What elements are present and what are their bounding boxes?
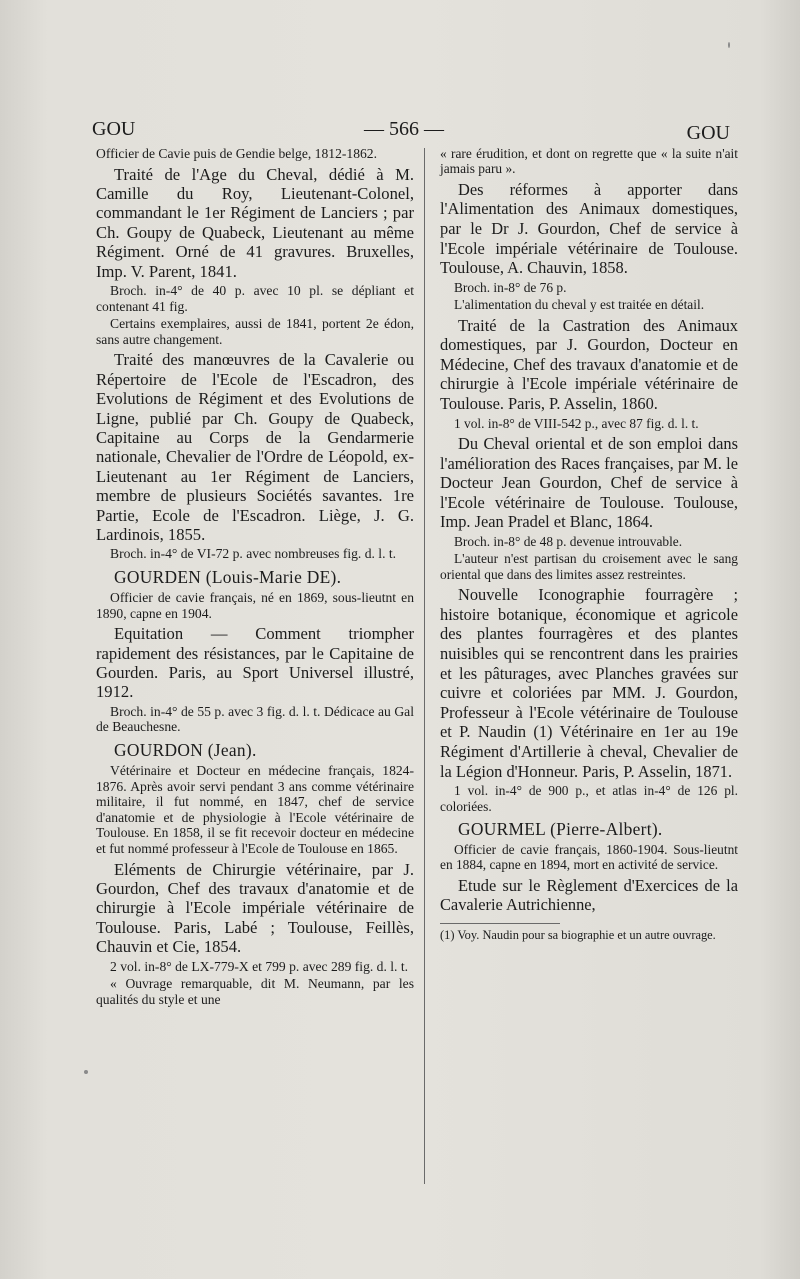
paragraph: Officier de Cavie puis de Gendie belge, 1812-1862. xyxy=(96,146,377,161)
paper-speck xyxy=(84,1070,88,1074)
title-entry: Nouvelle Iconographie fourragère ; histoire botanique, économique et agricole des plantes fourragères et des plantes nuisibles qui se rencontrent dans les prairies et les pâturages, avec Planches gravées sur cuivre et coloriées par MM. J. Gourdon, Professeur à l'Ecole vétérinaire de Toulouse et P. Naudin (1) Vétérinaire en 1er au 19e Régiment d'Artillerie à cheval, Chevalier de la Légion d'Honneur. Paris, P. Asselin, 1871. xyxy=(440,585,738,781)
biography: Officier de cavie français, 1860-1904. Sous-lieutnt en 1884, capne en 1894, mort en activité de service. xyxy=(440,841,738,873)
note: Broch. in-4° de 40 p. avec 10 pl. se dépliant et contenant 41 fig. xyxy=(96,283,414,314)
title-entry: Des réformes à apporter dans l'Alimentation des Animaux domestiques, par le Dr J. Gourdon, Chef de service à l'Ecole impériale vétérinaire de Toulouse. Toulouse, A. Chauvin, 1858. xyxy=(440,179,738,278)
title-entry: Equitation — Comment triompher rapidement des résistances, par le Capitaine de Gourden. Paris, au Sport Universel illustré, 1912. xyxy=(96,624,414,702)
biography: Vétérinaire et Docteur en médecine français, 1824-1876. Après avoir servi pendant 3 ans comme vétérinaire militaire, il fut nommé, en 1847, chef de service d'anatomie et de physiologie à l'Ecole vétérinaire de Toulouse. En 1858, il se fit recevoir docteur en médecine et fut nommé professeur à l'Ecole de Toulouse en 1865. xyxy=(96,763,414,857)
note: 2 vol. in-8° de LX-779-X et 799 p. avec 289 fig. d. l. t. xyxy=(110,958,409,974)
author-heading: GOURMEL (Pierre-Albert). xyxy=(458,818,663,839)
paper-speck xyxy=(728,42,730,48)
note: Certains exemplaires, aussi de 1841, portent 2e édon, sans autre changement. xyxy=(96,316,414,347)
quotation: « rare érudition, et dont on regrette que « la suite n'ait jamais paru ». xyxy=(440,146,738,177)
note: 1 vol. in-8° de VIII-542 p., avec 87 fig. d. l. t. xyxy=(454,415,699,431)
note: 1 vol. in-4° de 900 p., et atlas in-4° de 126 pl. coloriées. xyxy=(440,783,738,814)
author-heading: GOURDEN (Louis-Marie DE). xyxy=(114,567,342,588)
title-entry: Etude sur le Règlement d'Exercices de la Cavalerie Autrichienne, xyxy=(440,875,738,915)
header-left: GOU xyxy=(92,118,136,140)
note: Broch. in-8° de 76 p. xyxy=(454,279,567,295)
note: Broch. in-4° de VI-72 p. avec nombreuses fig. d. l. t. xyxy=(110,546,397,562)
note: L'alimentation du cheval y est traitée en détail. xyxy=(454,297,705,313)
title-entry: Traité de l'Age du Cheval, dédié à M. Camille du Roy, Lieutenant-Colonel, commandant le 1er Régiment de Lanciers ; par Ch. Goupy de Quabeck, Lieutenant au même Régiment. Orné de 41 gravures. Bruxelles, Imp. V. Parent, 1841. xyxy=(96,164,414,281)
running-header xyxy=(92,118,730,144)
title-entry: Eléments de Chirurgie vétérinaire, par J. Gourdon, Chef des travaux d'anatomie et de chirurgie à l'Ecole impériale vétérinaire de Toulouse. Paris, Labé ; Toulouse, Feillès, Chauvin et Cie, 1854. xyxy=(96,859,414,957)
column-divider xyxy=(424,148,425,1184)
note: Broch. in-4° de 55 p. avec 3 fig. d. l. t. Dédicace au Gal de Beauchesne. xyxy=(96,703,414,735)
right-column xyxy=(440,146,738,942)
title-entry: Traité des manœuvres de la Cavalerie ou Répertoire de l'Ecole de l'Escadron, des Evolutions de Régiment et des Evolutions de Ligne, publié par Ch. Goupy de Quabeck, Capitaine au Corps de la Gendarmerie nationale, Chevalier de l'Ordre de Léopold, ex-Lieutenant au 1er Régiment de Lanciers, membre de plusieurs Sociétés savantes. 1re Partie, Ecole de l'Escadron. Liège, J. G. Lardinois, 1855. xyxy=(96,350,414,545)
author-heading: GOURDON (Jean). xyxy=(114,740,257,761)
title-entry: Du Cheval oriental et de son emploi dans l'amélioration des Races françaises, par M. le Docteur Jean Gourdon, Chef de service à l'Ecole vétérinaire de Toulouse. Toulouse, Imp. Jean Pradel et Blanc, 1864. xyxy=(440,433,738,532)
note: L'auteur n'est partisan du croisement avec le sang oriental que dans des limites assez restreintes. xyxy=(440,551,738,582)
left-column xyxy=(96,146,414,1007)
footnote: (1) Voy. Naudin pour sa biographie et un autre ouvrage. xyxy=(440,923,560,942)
quotation: « Ouvrage remarquable, dit M. Neumann, par les qualités du style et une xyxy=(96,976,414,1007)
note: Broch. in-8° de 48 p. devenue introuvable. xyxy=(454,533,683,549)
header-right: GOU xyxy=(686,122,730,144)
biography: Officier de cavie français, né en 1869, sous-lieutnt en 1890, capne en 1904. xyxy=(96,590,414,621)
title-entry: Traité de la Castration des Animaux domestiques, par J. Gourdon, Docteur en Médecine, Chef des travaux d'anatomie et de chirurgie à l'Ecole impériale vétérinaire de Toulouse. Paris, P. Asselin, 1860. xyxy=(440,315,738,413)
page-number: — 566 — xyxy=(364,118,444,140)
